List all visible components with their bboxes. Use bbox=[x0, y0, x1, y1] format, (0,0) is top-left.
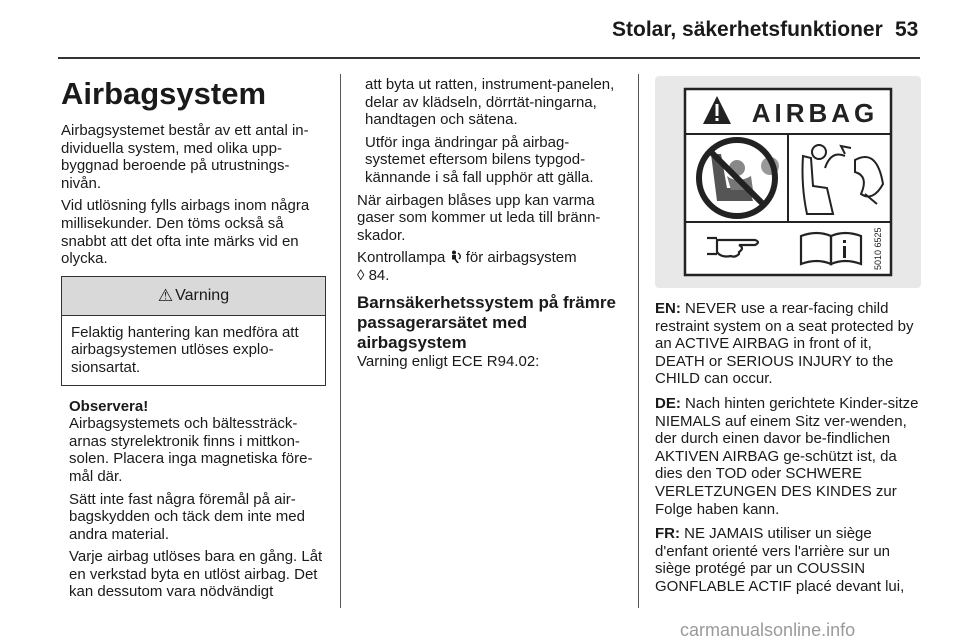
language-text: Nach hinten gerichtete Kinder-sitze NIEMALS auf einem Sitz ver-wenden, der durch einen davor be-findlichen AKTIVEN AIRBAG ge-schützt ist, da dies den TOD oder SCHWERE VERLETZUNGEN DES KINDES zur Folge haben kann. bbox=[655, 394, 919, 518]
language-block-de bbox=[655, 395, 921, 518]
note-paragraph: Varje airbag utlöses bara en gång. Låt en verkstad byta en utlöst airbag. Det kan dessutom vara nödvändigt bbox=[69, 548, 323, 601]
note-block bbox=[69, 398, 326, 602]
page-reference[interactable]: 84. bbox=[368, 266, 390, 284]
warning-title: Varning bbox=[175, 286, 230, 304]
warning-box bbox=[61, 276, 326, 386]
note-paragraph: att byta ut ratten, instrument-panelen, delar av klädseln, dörrtät-ningarna, handtagen och sätena. bbox=[365, 76, 615, 129]
note-paragraph: Airbagsystemets och bältessträck-arnas styrelektronik finns i mittkon-solen. Placera inga magnetiska före-mål där. bbox=[69, 415, 313, 485]
column-3 bbox=[655, 76, 921, 603]
language-block-fr bbox=[655, 525, 921, 595]
note-continuation bbox=[365, 76, 627, 187]
warning-text: Felaktig hantering kan medföra att airbagsystemen utlöses explo-sionsartat. bbox=[71, 323, 299, 376]
note-paragraph: Sätt inte fast några föremål på air-bagskydden och täck dem inte med andra material. bbox=[69, 490, 305, 543]
language-code: FR: bbox=[655, 525, 680, 543]
column-2 bbox=[357, 76, 627, 375]
deployment-paragraph: Vid utlösning fylls airbags inom några millisekunder. Den töms också så snabbt att det ofta inte märks vid en olycka. bbox=[61, 197, 310, 268]
sub-heading: Barnsäkerhetssystem på främre passagerarsätet med airbagsystem bbox=[357, 292, 616, 352]
language-code: DE: bbox=[655, 394, 681, 412]
lamp-paragraph: Kontrollampa för airbagsystem ◊ 84. bbox=[357, 249, 577, 284]
language-text: NE JAMAIS utiliser un siège d'enfant orienté vers l'arrière sur un siège protégé par un COUSSIN GONFLABLE ACTIF placé devant lui, bbox=[655, 525, 905, 595]
airbag-banner-text: AIRBAG bbox=[751, 98, 879, 128]
header-divider bbox=[58, 57, 920, 59]
column-divider-2 bbox=[638, 74, 639, 608]
running-title: Stolar, säkerhetsfunktioner bbox=[612, 18, 883, 41]
column-divider-1 bbox=[340, 74, 341, 608]
language-code: EN: bbox=[655, 300, 681, 317]
airbag-lamp-icon bbox=[450, 249, 466, 266]
intro-paragraph: Airbagsystemet består av ett antal in-dividuella system, med olika upp-byggnad beroende på utrustnings-nivån. bbox=[61, 122, 309, 192]
sub-text: Varning enligt ECE R94.02: bbox=[357, 352, 540, 370]
page-number: 53 bbox=[895, 18, 919, 41]
label-code-text: 5010 6525 bbox=[873, 227, 883, 270]
warning-header bbox=[62, 277, 325, 316]
reference-arrow-icon: ◊ bbox=[357, 266, 365, 284]
note-paragraph: Utför inga ändringar på airbag-systemet eftersom bilens typgod-kännande i så fall upphör att gälla. bbox=[365, 133, 594, 186]
watermark: carmanualsonline.info bbox=[680, 620, 856, 640]
page-header bbox=[0, 0, 960, 56]
warning-triangle-icon: ⚠ bbox=[157, 285, 174, 305]
note-title: Observera! bbox=[69, 397, 149, 415]
column-1 bbox=[61, 76, 326, 606]
airbag-warning-label-image bbox=[655, 76, 921, 288]
burn-paragraph: När airbagen blåses upp kan varma gaser som kommer ut leda till bränn-skador. bbox=[357, 191, 601, 244]
language-text: NEVER use a rear-facing child restraint system on a seat protected by an ACTIVE AIRBAG in front of it, DEATH or SERIOUS INJURY to the CHILD can occur. bbox=[655, 300, 914, 388]
language-block-en bbox=[655, 300, 921, 388]
section-title: Airbagsystem bbox=[61, 76, 267, 111]
